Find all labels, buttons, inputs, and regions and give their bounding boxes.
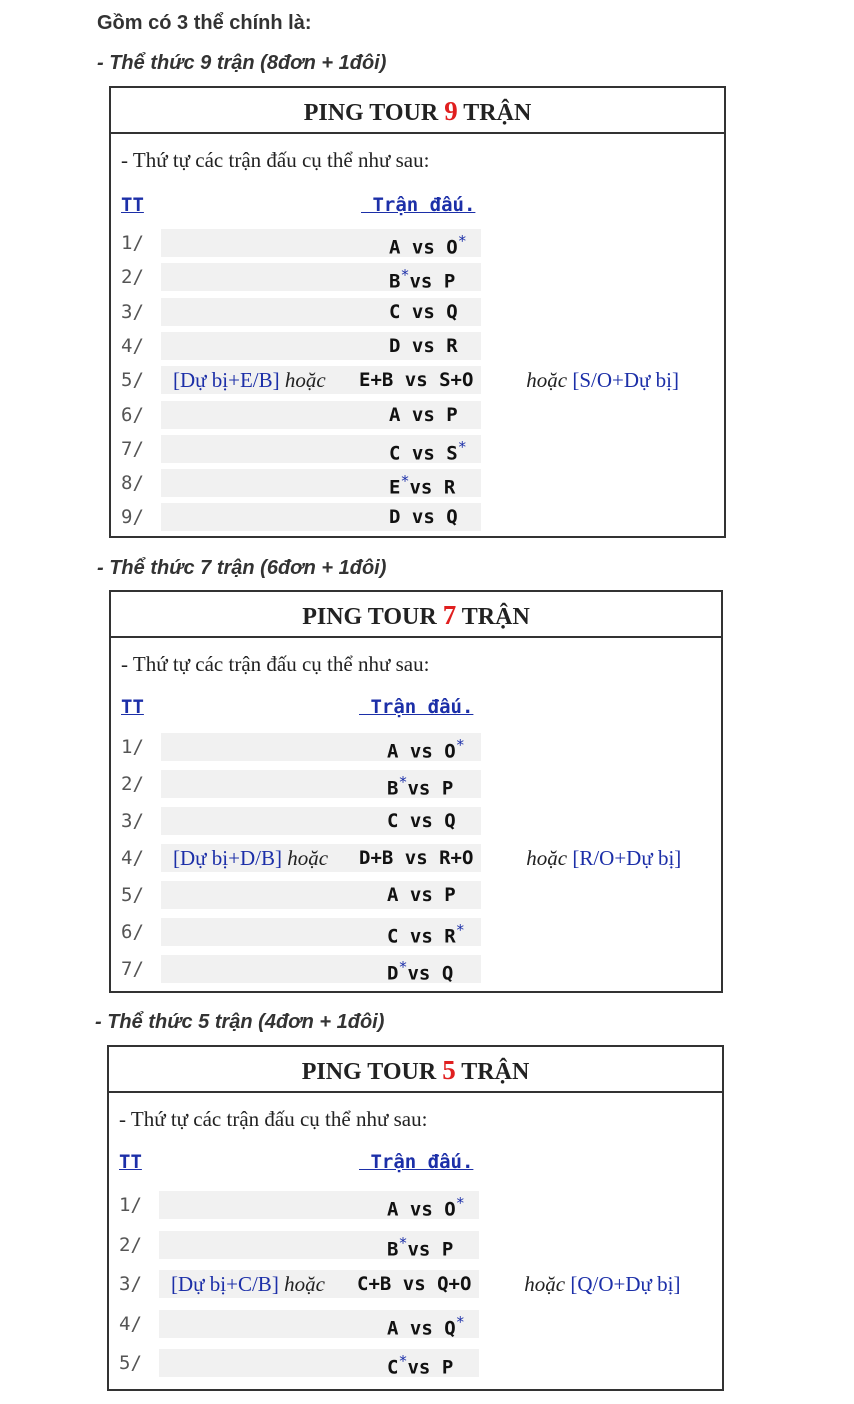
title-prefix: PING TOUR	[303, 100, 445, 126]
match-pair	[387, 736, 465, 762]
seed-star: *	[398, 958, 408, 976]
match-row	[111, 918, 721, 948]
player-left: A	[387, 884, 399, 906]
match-pair	[359, 369, 473, 391]
vs-text: vs	[404, 847, 440, 869]
match-pair	[387, 884, 456, 906]
player-right: O	[444, 740, 456, 763]
match-row	[111, 435, 724, 465]
match-row	[109, 1349, 722, 1379]
match-pair	[387, 1352, 453, 1378]
player-left: D	[387, 962, 399, 985]
player-right: O	[446, 236, 458, 259]
match-row	[109, 1191, 722, 1221]
match-row	[109, 1231, 722, 1261]
alt-right	[521, 368, 679, 393]
match-row	[111, 881, 721, 911]
player-left: B	[387, 777, 399, 800]
vs-text: vs	[409, 740, 445, 763]
vs-text: vs	[409, 270, 444, 293]
player-left: C	[387, 1356, 399, 1379]
vs-text: vs	[407, 1356, 442, 1379]
vs-text: vs	[411, 334, 447, 357]
vs-text: vs	[402, 1273, 438, 1295]
or-text: hoặc	[281, 846, 334, 870]
title-number: 7	[442, 600, 457, 630]
player-right: P	[444, 884, 456, 906]
player-right: P	[446, 403, 458, 426]
seed-star: *	[457, 232, 467, 250]
player-right: P	[443, 270, 456, 293]
ping-tour-table	[109, 590, 723, 993]
match-pair	[389, 404, 458, 426]
player-left: C	[389, 300, 401, 323]
title-prefix: PING TOUR	[301, 1059, 443, 1085]
row-index: 6/	[121, 921, 144, 943]
table-title	[111, 592, 721, 638]
player-right: S+O	[439, 369, 474, 392]
title-suffix: TRẬN	[457, 100, 532, 126]
row-index: 1/	[121, 736, 144, 758]
ping-tour-table	[107, 1045, 724, 1391]
title-number: 9	[444, 96, 458, 126]
player-left: E	[389, 476, 401, 499]
column-header-match: Trận đấu.	[359, 1151, 474, 1173]
row-index: 2/	[121, 266, 144, 289]
player-right: Q	[446, 506, 458, 529]
row-index: 9/	[121, 506, 144, 529]
column-header-tt: TT	[121, 696, 144, 718]
title-suffix: TRẬN	[456, 604, 530, 630]
match-pair	[387, 1194, 465, 1220]
player-left: D	[389, 506, 401, 529]
match-row	[111, 332, 724, 362]
row-index: 8/	[121, 472, 144, 495]
player-right: R	[444, 925, 456, 948]
alt-right-text: [R/O+Dự bị]	[572, 846, 682, 870]
table-title	[111, 88, 724, 134]
vs-text: vs	[407, 777, 442, 800]
row-index: 4/	[119, 1312, 142, 1335]
seed-star: *	[398, 1352, 408, 1370]
match-pair	[389, 472, 455, 498]
match-pair	[387, 921, 465, 947]
seed-star: *	[455, 921, 465, 939]
column-header-match: Trận đấu.	[359, 696, 474, 718]
match-row	[109, 1270, 722, 1300]
player-right: Q	[444, 1316, 456, 1339]
ping-tour-table	[109, 86, 726, 538]
vs-text: vs	[411, 403, 447, 426]
player-left: A	[387, 1316, 399, 1339]
seed-star: *	[398, 1233, 408, 1252]
title-number: 5	[442, 1055, 456, 1085]
match-row	[109, 1310, 722, 1340]
table-intro: - Thứ tự các trận đấu cụ thể như sau:	[119, 1107, 428, 1131]
row-index: 2/	[119, 1233, 142, 1256]
vs-text: vs	[404, 369, 440, 392]
or-text: hoặc	[521, 368, 573, 393]
row-index: 7/	[121, 437, 144, 460]
row-index: 1/	[119, 1194, 142, 1216]
player-right: P	[441, 1237, 454, 1260]
match-row	[111, 469, 724, 499]
player-left: C	[387, 810, 399, 832]
player-left: E+B	[359, 369, 405, 392]
match-row	[111, 807, 721, 837]
player-left: A	[387, 1198, 399, 1221]
format-label: - Thể thức 9 trận (8đơn + 1đôi)	[97, 52, 387, 74]
player-left: A	[387, 740, 399, 763]
table-intro: - Thứ tự các trận đấu cụ thể như sau:	[121, 652, 430, 676]
vs-text: vs	[409, 884, 445, 906]
title-suffix: TRẬN	[455, 1059, 530, 1085]
column-header-tt: TT	[119, 1151, 142, 1173]
or-text: hoặc	[521, 846, 573, 870]
vs-text: vs	[409, 476, 444, 499]
row-index: 5/	[121, 369, 144, 392]
player-left: B	[387, 1237, 399, 1260]
row-index: 3/	[121, 810, 144, 832]
or-text: hoặc	[279, 368, 331, 393]
row-index: 6/	[121, 403, 144, 426]
match-pair	[389, 438, 467, 464]
page-heading: Gồm có 3 thể chính là:	[97, 12, 312, 34]
player-right: P	[441, 777, 454, 800]
row-index: 4/	[121, 334, 144, 357]
seed-star: *	[455, 1312, 465, 1331]
player-right: Q	[446, 300, 458, 323]
alt-right-text: [S/O+Dự bị]	[572, 368, 679, 393]
vs-text: vs	[411, 506, 447, 529]
table-title	[109, 1047, 722, 1093]
vs-text: vs	[411, 442, 447, 465]
match-pair	[387, 958, 453, 984]
player-right: R	[443, 476, 456, 499]
match-row	[111, 263, 724, 293]
player-left: A	[389, 403, 401, 426]
match-pair	[389, 266, 455, 292]
match-pair	[389, 232, 467, 258]
player-right: Q+O	[437, 1273, 472, 1295]
seed-star: *	[400, 472, 410, 491]
match-pair	[357, 1273, 471, 1295]
seed-star: *	[455, 736, 465, 754]
match-pair	[387, 1313, 465, 1339]
vs-text: vs	[409, 1198, 445, 1221]
player-right: S	[446, 442, 458, 465]
match-row	[111, 401, 724, 431]
match-pair	[387, 773, 453, 799]
match-row	[111, 503, 724, 533]
row-index: 4/	[121, 847, 144, 869]
seed-star: *	[455, 1194, 465, 1212]
seed-star: *	[400, 266, 410, 285]
title-prefix: PING TOUR	[302, 604, 443, 630]
row-index: 5/	[121, 884, 144, 906]
vs-text: vs	[411, 300, 447, 323]
match-row	[111, 844, 721, 874]
format-label: - Thể thức 5 trận (4đơn + 1đôi)	[95, 1011, 385, 1033]
alt-left-text: [Dự bị+E/B]	[173, 368, 280, 393]
match-pair	[387, 1234, 453, 1260]
alt-left	[173, 368, 331, 393]
match-row	[111, 229, 724, 259]
row-index: 3/	[121, 300, 144, 323]
player-right: Q	[444, 810, 456, 832]
vs-text: vs	[407, 962, 442, 985]
player-right: Q	[441, 962, 454, 985]
alt-right	[519, 1272, 680, 1297]
match-pair	[389, 335, 458, 357]
match-pair	[387, 810, 456, 832]
column-header-match: Trận đấu.	[361, 194, 476, 216]
match-row	[111, 366, 724, 396]
alt-right	[521, 846, 681, 871]
seed-star: *	[398, 773, 408, 791]
row-index: 2/	[121, 773, 144, 795]
vs-text: vs	[409, 1316, 445, 1339]
player-left: D+B	[359, 847, 405, 869]
match-row	[111, 733, 721, 763]
match-pair	[359, 847, 473, 869]
player-right: O	[444, 1198, 456, 1221]
row-index: 5/	[119, 1352, 142, 1374]
column-header-tt: TT	[121, 194, 144, 216]
table-intro: - Thứ tự các trận đấu cụ thể như sau:	[121, 148, 430, 172]
match-pair	[389, 301, 458, 323]
seed-star: *	[457, 437, 467, 456]
player-left: C	[389, 442, 401, 465]
player-left: B	[389, 270, 401, 293]
row-index: 7/	[121, 958, 144, 980]
player-left: C	[387, 925, 399, 948]
alt-left	[171, 1272, 330, 1297]
player-right: R	[446, 334, 458, 357]
alt-right-text: [Q/O+Dự bị]	[570, 1272, 681, 1296]
player-right: P	[441, 1356, 454, 1379]
match-row	[111, 955, 721, 985]
vs-text: vs	[411, 236, 447, 259]
match-row	[111, 298, 724, 328]
player-right: R+O	[439, 847, 474, 869]
alt-left	[173, 846, 333, 871]
row-index: 3/	[119, 1273, 142, 1295]
vs-text: vs	[407, 1237, 442, 1260]
match-pair	[389, 506, 458, 528]
alt-left-text: [Dự bị+C/B]	[171, 1272, 279, 1296]
match-row	[111, 770, 721, 800]
row-index: 1/	[121, 232, 144, 254]
or-text: hoặc	[278, 1272, 331, 1296]
vs-text: vs	[409, 925, 445, 948]
player-left: A	[389, 236, 401, 259]
vs-text: vs	[409, 810, 445, 832]
format-label: - Thể thức 7 trận (6đơn + 1đôi)	[97, 557, 387, 579]
player-left: C+B	[357, 1273, 403, 1295]
or-text: hoặc	[519, 1272, 571, 1296]
player-left: D	[389, 334, 401, 357]
alt-left-text: [Dự bị+D/B]	[173, 846, 282, 870]
